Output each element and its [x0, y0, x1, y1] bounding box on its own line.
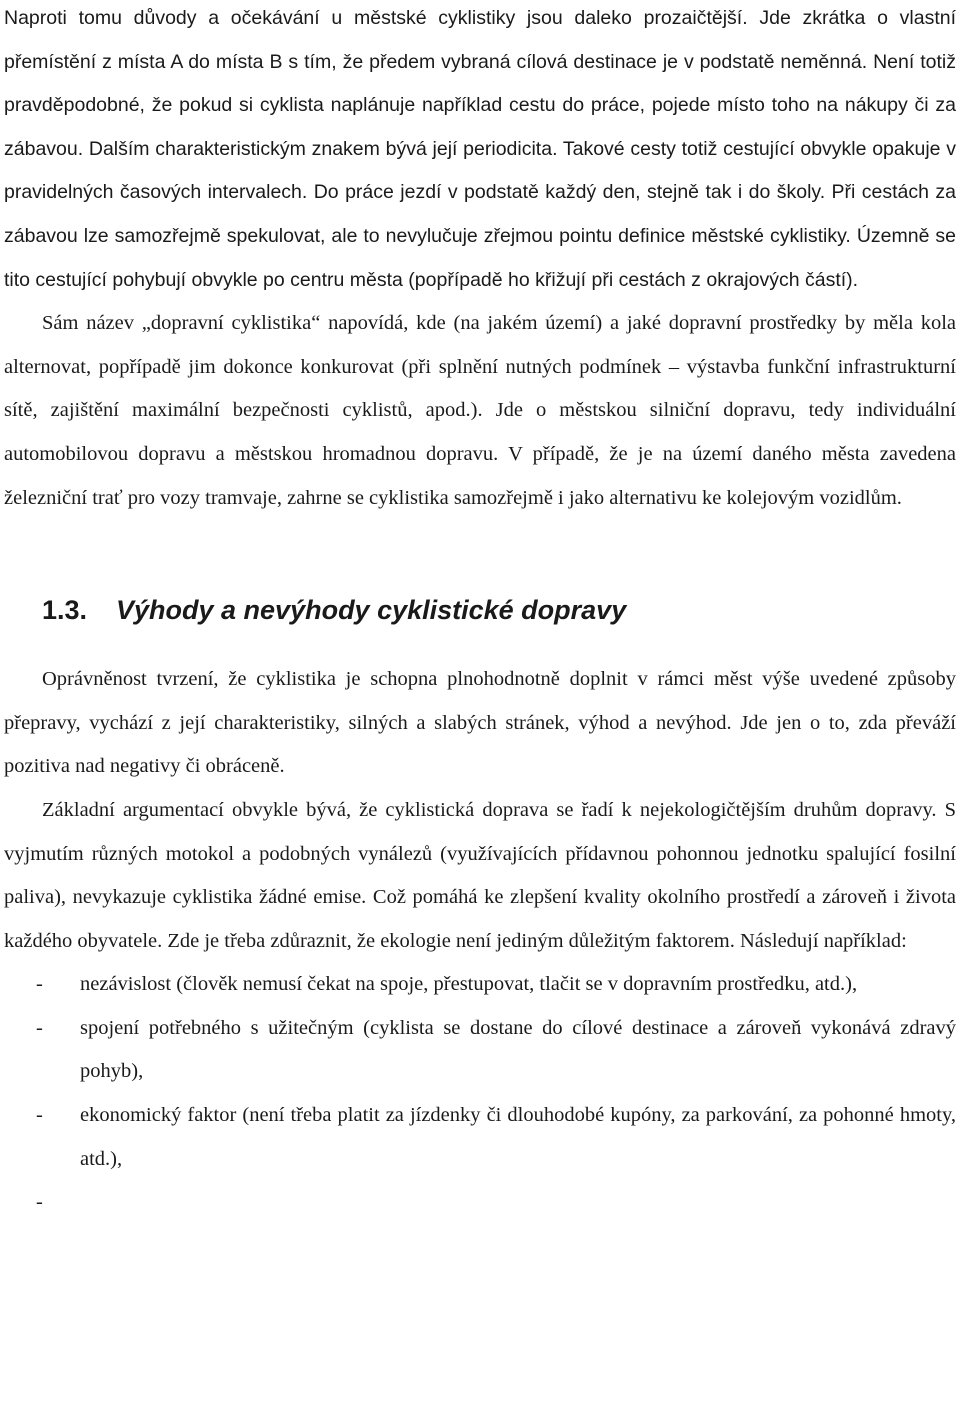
list-item: [4, 963, 956, 1007]
list-item: [4, 1181, 956, 1225]
paragraph-urban-cycling-motives: Naproti tomu důvody a očekávání u městské cyklistiky jsou daleko prozaičtější. Jde zkrátka o vlastní přemístění z místa A do místa B s tím, že předem vybraná cílová destinace je v podstatě neměnná. Není totiž pravděpodobné, že pokud si cyklista naplánuje například cestu do práce, pojede místo toho na nákupy či za zábavou. Dalším charakteristickým znakem bývá její periodicita. Takové cesty totiž cestující obvykle opakuje v pravidelných časových intervalech. Do práce jezdí v podstatě každý den, stejně tak i do školy. Při cestách za zábavou lze samozřejmě spekulovat, ale to nevylučuje zřejmou pointu definice městské cyklistiky. Územně se tito cestující pohybují obvykle po centru města (popřípadě ho křižují při cestách z okrajových částí).: [4, 7, 956, 291]
list-dash-marker: -: [36, 1104, 43, 1127]
advantages-list: [4, 963, 956, 1225]
list-dash-marker: -: [36, 1191, 43, 1214]
list-item-text: ekonomický faktor (není třeba platit za jízdenky či dlouhodobé kupóny, za parkování, za pohonné hmoty, atd.),: [80, 1104, 956, 1170]
list-dash-marker: -: [36, 1016, 43, 1039]
paragraph-transport-cycling-name: Sám název „dopravní cyklistika“ napovídá, kde (na jakém území) a jaké dopravní prostředky by měla kola alternovat, popřípadě jim dokonce konkurovat (při splnění nutných podmínek – výstavba funkční infrastrukturní sítě, zajištění maximální bezpečnosti cyklistů, apod.). Jde o městskou silniční dopravu, tedy individuální automobilovou dopravu a městskou hromadnou dopravu. V případě, že je na území daného města zavedena železniční trať pro vozy tramvaje, zahrne se cyklistika samozřejmě i jako alternativu ke kolejovým vozidlům.: [4, 312, 956, 509]
section-heading: [42, 592, 956, 628]
list-item-text: nezávislost (člověk nemusí čekat na spoje, přestupovat, tlačit se v dopravním prostředku, atd.),: [80, 973, 858, 996]
list-item-text: spojení potřebného s užitečným (cyklista se dostane do cílové destinace a zároveň vykonává zdravý pohyb),: [80, 1016, 956, 1083]
section-title: Výhody a nevýhody cyklistické dopravy: [116, 595, 627, 626]
list-item: [4, 1007, 956, 1094]
paragraph-justification: Oprávněnost tvrzení, že cyklistika je schopna plnohodnotně doplnit v rámci měst výše uvedené způsoby přepravy, vychází z její charakteristiky, silných a slabých stránek, výhod a nevýhod. Jde jen o to, zda převáží pozitiva nad negativy či obráceně.: [4, 668, 956, 778]
paragraph-basic-argument: Základní argumentací obvykle bývá, že cyklistická doprava se řadí k nejekologičtějším druhům dopravy. S vyjmutím různých motokol a podobných vynálezů (využívajících přídavnou pohonnou jednotku spalující fosilní paliva), nevykazuje cyklistika žádné emise. Což pomáhá ke zlepšení kvality okolního prostředí a zároveň i života každého obyvatele. Zde je třeba zdůraznit, že ekologie není jediným důležitým faktorem. Následují například:: [4, 798, 956, 952]
section-number: 1.3.: [42, 595, 88, 626]
document-page: [4, 0, 956, 1225]
list-item: [4, 1094, 956, 1181]
list-dash-marker: -: [36, 973, 43, 996]
